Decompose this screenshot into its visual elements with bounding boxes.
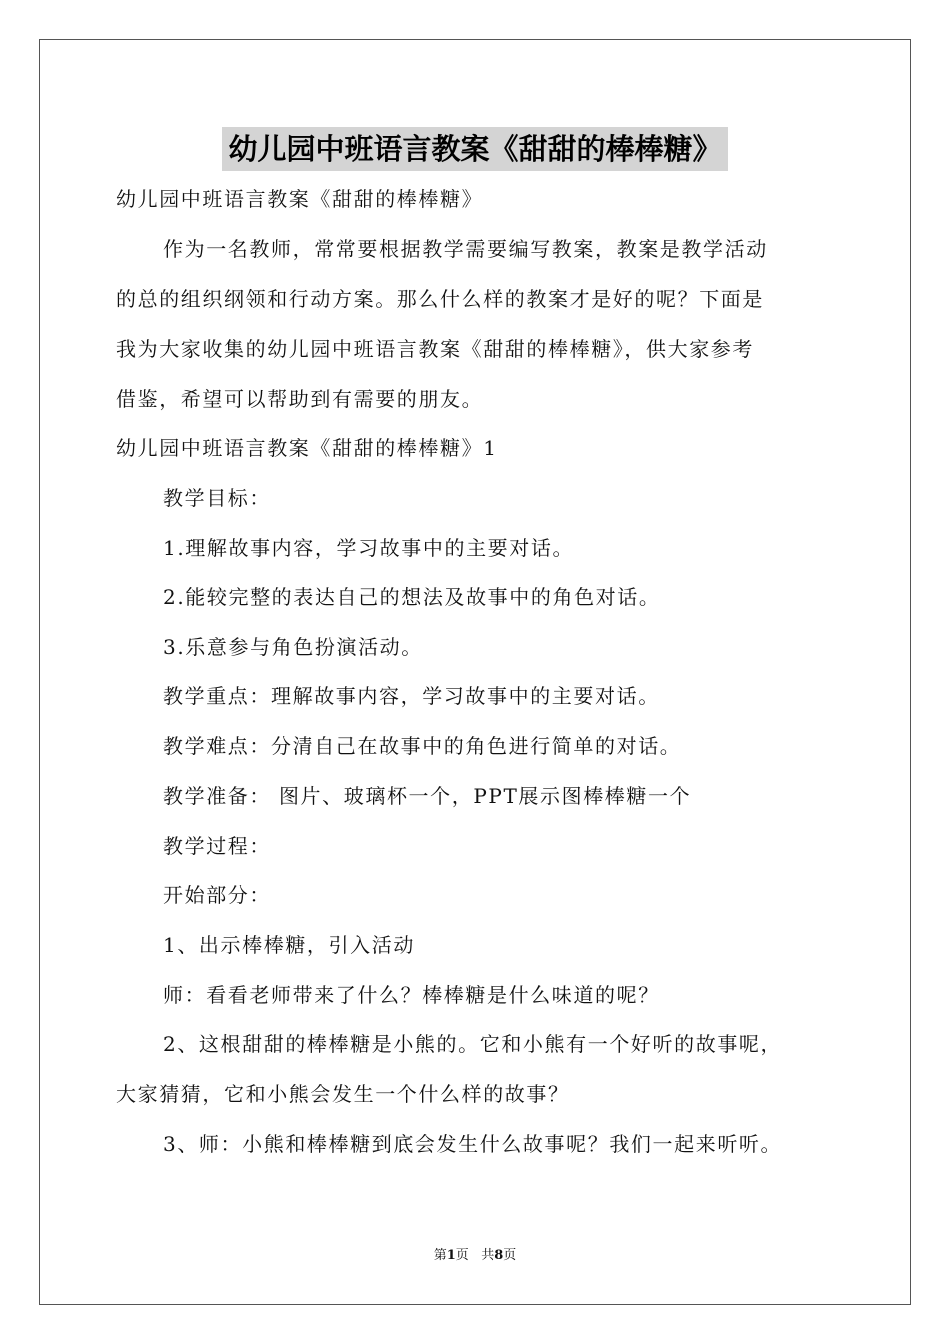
intro-line: 作为一名教师，常常要根据教学需要编写教案，教案是教学活动 [163, 237, 768, 261]
body-line: 1.理解故事内容，学习故事中的主要对话。 [163, 536, 575, 560]
body-line: 师：看看老师带来了什么？棒棒糖是什么味道的呢？ [163, 983, 660, 1007]
body-line: 3.乐意参与角色扮演活动。 [163, 635, 423, 659]
page-border [39, 39, 911, 1305]
intro-line: 的总的组织纲领和行动方案。那么什么样的教案才是好的呢？下面是 [116, 287, 764, 311]
body-line: 大家猜猜，它和小熊会发生一个什么样的故事？ [116, 1082, 570, 1106]
page-number: 1 [446, 1248, 456, 1263]
body-line: 1、出示棒棒糖，引入活动 [163, 933, 415, 957]
body-line: 2、这根甜甜的棒棒糖是小熊的。它和小熊有一个好听的故事呢， [163, 1032, 783, 1056]
page-suffix: 页 [455, 1248, 469, 1263]
body-line: 教学准备： 图片、玻璃杯一个，PPT展示图棒棒糖一个 [163, 784, 692, 808]
subtitle: 幼儿园中班语言教案《甜甜的棒棒糖》 [116, 187, 484, 211]
total-prefix: 共 [481, 1248, 495, 1263]
title-wrap [0, 127, 950, 171]
section-title: 幼儿园中班语言教案《甜甜的棒棒糖》1 [116, 436, 498, 460]
page-prefix: 第 [433, 1248, 447, 1263]
intro-line: 借鉴，希望可以帮助到有需要的朋友。 [116, 387, 484, 411]
total-suffix: 页 [503, 1248, 517, 1263]
page-footer [0, 1244, 950, 1263]
document-title: 幼儿园中班语言教案《甜甜的棒棒糖》 [222, 127, 727, 171]
body-line: 教学难点：分清自己在故事中的角色进行简单的对话。 [163, 734, 682, 758]
body-line: 3、师：小熊和棒棒糖到底会发生什么故事呢？我们一起来听听。 [163, 1132, 783, 1156]
body-line: 2.能较完整的表达自己的想法及故事中的角色对话。 [163, 585, 661, 609]
total-pages: 8 [494, 1248, 504, 1263]
body-line: 教学过程： [163, 834, 271, 858]
intro-line: 我为大家收集的幼儿园中班语言教案《甜甜的棒棒糖》，供大家参考 [116, 337, 754, 361]
body-line: 教学重点：理解故事内容，学习故事中的主要对话。 [163, 684, 660, 708]
body-line: 开始部分： [163, 883, 271, 907]
body-line: 教学目标： [163, 486, 271, 510]
